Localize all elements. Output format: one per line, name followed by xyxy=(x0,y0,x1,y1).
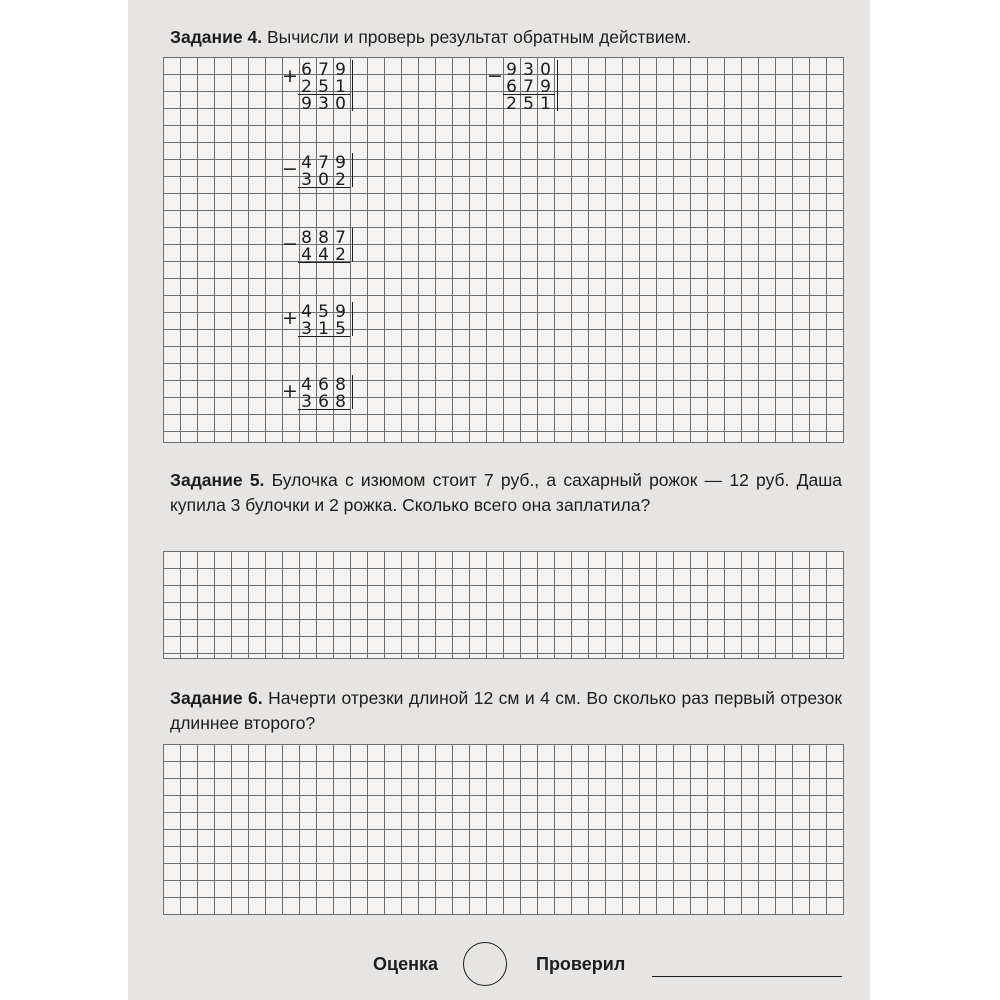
column-divider xyxy=(557,60,558,111)
column-divider xyxy=(352,153,353,187)
result[interactable] xyxy=(298,336,352,353)
sum-line xyxy=(298,187,350,188)
column-divider xyxy=(352,228,353,262)
result[interactable] xyxy=(298,187,352,204)
task4-label: Задание 4. xyxy=(170,27,263,47)
operand-b: 3 6 8 xyxy=(301,392,346,412)
result[interactable] xyxy=(298,409,352,426)
grade-circle[interactable] xyxy=(463,942,507,986)
operand-a: 8 8 7 xyxy=(301,228,346,248)
task4-text: Вычисли и проверь результат обратным действием. xyxy=(266,27,692,47)
result[interactable]: 9 3 0 xyxy=(301,94,346,114)
footer xyxy=(0,948,1000,988)
sum-line xyxy=(298,409,350,410)
minus-sign: − xyxy=(487,65,503,87)
task5-heading xyxy=(170,468,842,518)
task4-grid[interactable] xyxy=(163,57,844,443)
task6-heading xyxy=(170,686,842,736)
operand-b: 2 5 1 xyxy=(301,77,346,97)
operand-a: 6 7 9 xyxy=(301,60,346,80)
plus-sign: + xyxy=(282,380,298,402)
task5-grid[interactable] xyxy=(163,551,844,659)
column-divider xyxy=(352,60,353,111)
task6-label: Задание 6. xyxy=(170,688,263,708)
operand-a: 4 5 9 xyxy=(301,302,346,322)
task5-label: Задание 5. xyxy=(170,470,265,490)
task5-text: Булочка с изюмом стоит 7 руб., а сахарный рожок — 12 руб. Даша купила 3 булочки и 2 рожка. Сколько всего она заплатила? xyxy=(170,470,842,515)
signature-line[interactable] xyxy=(652,976,842,977)
result[interactable]: 2 5 1 xyxy=(506,94,551,114)
plus-sign: + xyxy=(282,307,298,329)
checked-label: Проверил xyxy=(536,954,626,974)
operand-a: 4 7 9 xyxy=(301,153,346,173)
result[interactable] xyxy=(298,262,352,279)
operand-a: 4 6 8 xyxy=(301,375,346,395)
column-divider xyxy=(352,375,353,409)
sum-line xyxy=(298,336,350,337)
grade-label: Оценка xyxy=(373,954,438,974)
operand-b: 4 4 2 xyxy=(301,245,346,265)
task6-grid[interactable] xyxy=(163,744,844,915)
minus-sign: − xyxy=(282,158,298,180)
column-divider xyxy=(352,302,353,336)
sum-line xyxy=(503,94,555,95)
sum-line xyxy=(298,94,350,95)
minus-sign: − xyxy=(282,233,298,255)
operand-b: 3 1 5 xyxy=(301,319,346,339)
sum-line xyxy=(298,262,350,263)
operand-b: 6 7 9 xyxy=(506,77,551,97)
operand-b: 3 0 2 xyxy=(301,170,346,190)
task4-heading xyxy=(170,25,842,50)
task6-text: Начерти отрезки длиной 12 см и 4 см. Во сколько раз первый отрезок длиннее второго? xyxy=(170,688,842,733)
plus-sign: + xyxy=(282,65,298,87)
operand-a: 9 3 0 xyxy=(506,60,551,80)
